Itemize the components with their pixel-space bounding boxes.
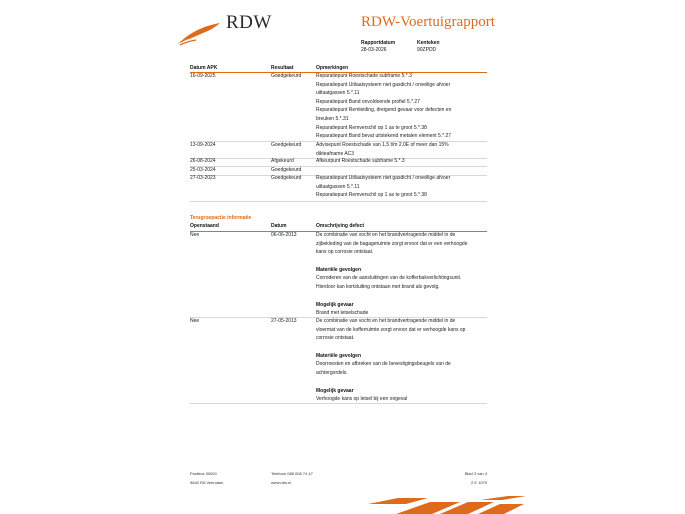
report-title: RDW-Voertuigrapport bbox=[361, 14, 495, 30]
recall-row-description bbox=[316, 231, 468, 318]
remark-line: Reparatiepunt Band bevat uitstekend metalen element 5.*.27 bbox=[316, 133, 452, 140]
apk-row-remarks bbox=[316, 72, 451, 141]
rapportdatum-value: 28-03-2026 bbox=[361, 47, 387, 53]
apk-row-result: Goedgekeurd bbox=[271, 73, 302, 79]
materiele-line: Corroderen van de aansluitingen van de kofferbakverlichtingsunit. bbox=[316, 275, 462, 282]
footer-code: 2 E 1079 bbox=[470, 480, 487, 485]
remark-line: Reparatiepunt Remleiding, dreigend gevaar voor defecten en bbox=[316, 107, 452, 114]
remark-line: Reparatiepunt Remverschil op 1 as te groot 5.*.38 bbox=[316, 124, 427, 131]
apk-row-date: 26-08-2024 bbox=[190, 158, 216, 164]
remark-line: Reparatiepunt Uitlaatsysteem niet gasdicht / onveilige afvoer bbox=[316, 175, 451, 181]
apk-row-date: 27-03-2023 bbox=[190, 175, 216, 181]
recall-row-open: Nee bbox=[190, 232, 200, 238]
materiele-line: achtergordels. bbox=[316, 369, 348, 376]
materiele-gevolgen-heading: Materiële gevolgen bbox=[316, 266, 362, 273]
remark-line: Reparatiepunt Remverschil op 1 as te groot 5.*.38 bbox=[316, 192, 427, 199]
recall-col-open: Openstaand bbox=[190, 223, 219, 229]
remark-line: Advisepunt Roestschade van 1,5 t/m 2,0E of meer dan 15% bbox=[316, 142, 449, 148]
row-divider bbox=[190, 403, 487, 404]
gevaar-line: Brand met letselschade bbox=[316, 310, 369, 317]
defect-line: zijbekleding van de bagageruimte zorgt ervoor dat er een verhoogde bbox=[316, 240, 468, 247]
remark-line: breuken 5.*.31 bbox=[316, 115, 349, 122]
remark-line: uitlaatgassen 5.*.11 bbox=[316, 90, 360, 97]
rdw-stripes-decoration-icon bbox=[368, 496, 528, 514]
logo-text: RDW bbox=[226, 12, 272, 33]
remark-line: uitlaatgassen 5.*.11 bbox=[316, 183, 360, 190]
mogelijk-gevaar-heading: Mogelijk gevaar bbox=[316, 301, 354, 308]
gevaar-line: Verhoogde kans op letsel bij een ongeval bbox=[316, 396, 408, 403]
apk-row-date: 13-09-2024 bbox=[190, 142, 216, 148]
recall-row-date: 06-06-2013 bbox=[271, 232, 297, 238]
apk-row-date: 25-03-2024 bbox=[190, 167, 216, 173]
defect-line: vloermat van de kofferruimte zorgt ervoor dat er verhoogde kans op bbox=[316, 326, 466, 333]
apk-col-date: Datum APK bbox=[190, 65, 218, 71]
defect-line: De combinatie van vocht en het brandvertragende middel in de bbox=[316, 232, 456, 238]
apk-row-date: 16-09-2025 bbox=[190, 73, 216, 79]
footer-phone: Telefoon 088 008 74 47 bbox=[271, 471, 313, 476]
remark-line: dikteafname AC3 bbox=[316, 150, 355, 157]
defect-line: corrosie ontstaat. bbox=[316, 335, 355, 342]
footer-postbus: Postbus 30000 bbox=[190, 471, 217, 476]
apk-row-remarks bbox=[316, 141, 449, 158]
recall-section-title: Terugroepactie informatie bbox=[190, 215, 252, 221]
rapportdatum-label: Rapportdatum bbox=[361, 40, 396, 46]
apk-row-remarks bbox=[316, 174, 450, 200]
footer-website[interactable]: www.rdw.nl bbox=[271, 480, 292, 485]
apk-row-result: Goedgekeurd bbox=[271, 175, 302, 181]
mogelijk-gevaar-heading: Mogelijk gevaar bbox=[316, 387, 354, 394]
rdw-logo-icon bbox=[176, 22, 222, 46]
kenteken-label: Kenteken bbox=[417, 40, 440, 46]
recall-row-open: Nee bbox=[190, 318, 200, 324]
footer-page-number: Blad 3 van 4 bbox=[464, 471, 487, 476]
recall-col-date: Datum bbox=[271, 223, 287, 229]
apk-row-result: Goedgekeurd bbox=[271, 142, 302, 148]
footer-address: 9640 RA Veendam bbox=[190, 480, 224, 485]
apk-col-result: Resultaat bbox=[271, 65, 294, 71]
apk-row-result: Goedgekeurd bbox=[271, 167, 302, 173]
remark-line: Reparatiepunt Roestschade subframe 5.*.3 bbox=[316, 73, 412, 79]
row-divider bbox=[190, 166, 487, 167]
remark-line: Reparatiepunt Uitlaatsysteem niet gasdicht / onveilige afvoer bbox=[316, 81, 451, 88]
apk-col-remarks: Opmerkingen bbox=[316, 65, 349, 71]
remark-line: Afkeurpunt Roestschade subframe 5.*.3 bbox=[316, 158, 405, 164]
materiele-line: Doorroesten en afbreken van de bevestigingsbeugels van de bbox=[316, 361, 451, 368]
remark-line: Reparatiepunt Band onvoldoende profiel 5.*.27 bbox=[316, 98, 420, 105]
recall-row-description bbox=[316, 317, 465, 404]
recall-row-date: 27-05-2013 bbox=[271, 318, 297, 324]
defect-line: kans op corrosie ontstaat. bbox=[316, 249, 374, 256]
row-divider bbox=[190, 201, 487, 202]
kenteken-value: 90ZPDD bbox=[417, 47, 437, 53]
materiele-line: Hierdoor kan kortsluiting ontstaan met brand als gevolg. bbox=[316, 283, 440, 290]
recall-col-defect: Omschrijving defect bbox=[316, 223, 365, 229]
materiele-gevolgen-heading: Materiële gevolgen bbox=[316, 352, 362, 359]
apk-row-result: Afgekeurd bbox=[271, 158, 294, 164]
defect-line: De combinatie van vocht en het brandvertragende middel in de bbox=[316, 318, 456, 324]
